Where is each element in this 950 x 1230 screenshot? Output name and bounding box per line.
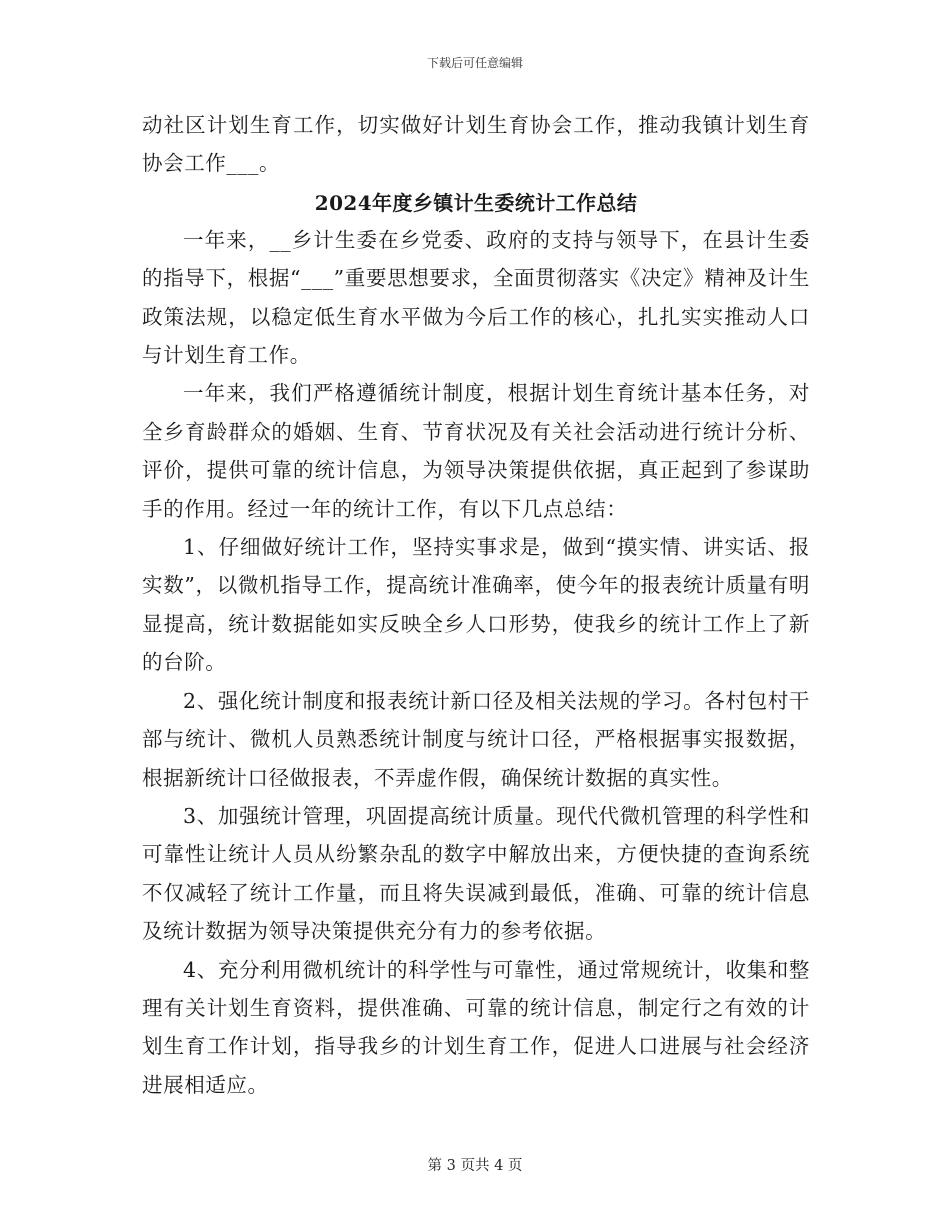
continuation-paragraph: 动社区计划生育工作，切实做好计划生育协会工作，推动我镇计划生育协会工作___。 xyxy=(142,113,810,176)
page-header: 下载后可任意编辑 xyxy=(426,56,523,70)
body-paragraph-1: 一年来，__乡计生委在乡党委、政府的支持与领导下，在县计生委的指导下，根据“___”重要思想要求，全面贯彻落实《决定》精神及计生政策法规，以稳定低生育水平做为今后工作的核心，扎扎实实推动人口与计划生育工作。 xyxy=(142,227,810,368)
document-body xyxy=(142,106,810,1104)
body-paragraph-5: 3、加强统计管理，巩固提高统计质量。现代代微机管理的科学性和可靠性让统计人员从纷繁杂乱的数字中解放出来，方便快捷的查询系统不仅减轻了统计工作量，而且将失误减到最低，准确、可靠的统计信息及统计数据为领导决策提供充分有力的参考依据。 xyxy=(142,803,810,944)
body-paragraph-4: 2、强化统计制度和报表统计新口径及相关法规的学习。各村包村干部与统计、微机人员熟悉统计制度与统计口径，严格根据事实报数据，根据新统计口径做报表，不弄虚作假，确保统计数据的真实性。 xyxy=(142,688,810,790)
body-paragraph-6: 4、充分利用微机统计的科学性与可靠性，通过常规统计，收集和整理有关计划生育资料，提供准确、可靠的统计信息，制定行之有效的计划生育工作计划，指导我乡的计划生育工作，促进人口进展与社会经济进展相适应。 xyxy=(142,957,810,1097)
document-title: 2024年度乡镇计生委统计工作总结 xyxy=(314,190,638,215)
body-paragraph-3: 1、仔细做好统计工作，坚持实事求是，做到“摸实情、讲实话、报实数”，以微机指导工作，提高统计准确率，使今年的报表统计质量有明显提高，统计数据能如实反映全乡人口形势，使我乡的统计工作上了新的台阶。 xyxy=(142,535,810,675)
body-paragraph-2: 一年来，我们严格遵循统计制度，根据计划生育统计基本任务，对全乡育龄群众的婚姻、生育、节育状况及有关社会活动进行统计分析、评价，提供可靠的统计信息，为领导决策提供依据，真正起到了参谋助手的作用。经过一年的统计工作，有以下几点总结： xyxy=(142,381,810,521)
page-footer: 第 3 页共 4 页 xyxy=(427,1158,523,1174)
